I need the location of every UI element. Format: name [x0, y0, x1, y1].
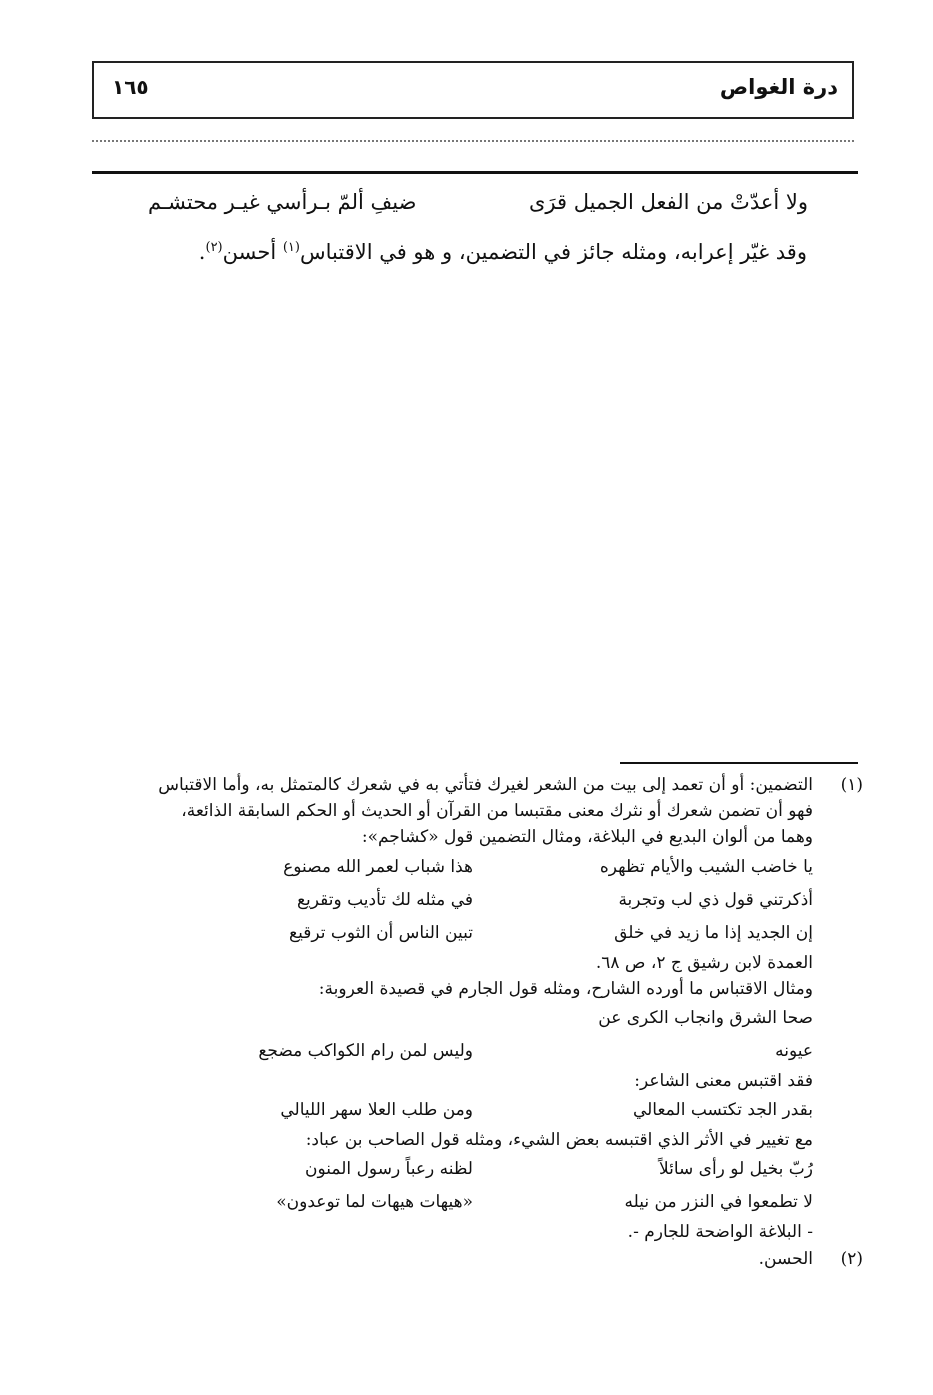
- verse-hemistich: «هيهات هيهات لما توعدون»: [276, 1192, 473, 1213]
- footnote-verse: [88, 1153, 863, 1186]
- footnote-2-line: [88, 1246, 863, 1272]
- footnote-1-line: [88, 772, 863, 798]
- verse-hemistich: ومن طلب العلا سهر الليالي: [280, 1100, 473, 1121]
- running-header: [92, 61, 854, 119]
- main-verse: [148, 190, 808, 230]
- footnote-separator: [620, 762, 858, 764]
- footnote-verse: [88, 851, 863, 884]
- footnote-verse: [88, 1002, 863, 1035]
- footnote-1-line: مع تغيير في الأثر الذي اقتبسه بعض الشيء، ومثله قول الصاحب بن عباد:: [305, 1130, 813, 1151]
- footnotes: [88, 772, 863, 1272]
- verse-hemistich: في مثله لك تأديب وتقريع: [296, 889, 473, 910]
- header-rule: [92, 171, 858, 174]
- book-title: درة الغواص: [719, 75, 838, 99]
- footnote-ref-1[interactable]: (١): [282, 240, 300, 255]
- source-citation: - البلاغة الواضحة للجارم -.: [627, 1222, 813, 1243]
- dotted-divider: [92, 140, 854, 142]
- footnote-verse: [88, 1094, 863, 1127]
- footnote-1-number: (١): [840, 775, 863, 795]
- verse-hemistich: يا خاضب الشيب والأيام تظهره: [599, 856, 813, 877]
- footnote-1-line: فقد اقتبس معنى الشاعر:: [634, 1070, 813, 1091]
- verse-hemistich: وليس لمن رام الكواكب مضجع: [258, 1040, 473, 1061]
- footnote-1-line: وهما من ألوان البديع في البلاغة، ومثال التضمين قول «كشاجم»:: [361, 827, 813, 848]
- main-paragraph: [199, 240, 807, 264]
- verse-hemistich: لظنه رعباً رسول المنون: [305, 1159, 473, 1180]
- footnote-verse: [88, 917, 863, 950]
- verse-hemistich: إن الجديد إذا ما زيد في خلق: [614, 922, 813, 943]
- verse-hemistich: بقدر الجد تكتسب المعالي: [632, 1100, 813, 1121]
- main-text-end: .: [198, 240, 206, 264]
- footnote-1-line: ومثال الاقتباس ما أورده الشارح، ومثله قول الجارم في قصيدة العروبة:: [318, 978, 813, 999]
- footnote-verse: [88, 884, 863, 917]
- main-text-word: أحسن: [222, 240, 283, 264]
- verse-hemistich: هذا شباب لعمر الله مصنوع: [283, 856, 473, 877]
- verse-hemistich: صحا الشرق وانجاب الكرى عن: [598, 1007, 813, 1028]
- footnote-2-text: الحسن.: [758, 1248, 813, 1269]
- source-citation: العمدة لابن رشيق ج ٢، ص ٦٨.: [595, 952, 813, 973]
- verse-hemistich: أذكرتني قول ذي لب وتجربة: [618, 889, 813, 910]
- verse-second-hemistich: ضيفِ ألمّ بـرأسي غيـر محتشـم: [148, 190, 417, 214]
- verse-first-hemistich: ولا أعدّتْ من الفعل الجميل قرَى: [528, 190, 808, 214]
- verse-hemistich: رُبّ بخيل لو رأى سائلاً: [658, 1159, 813, 1180]
- footnote-1-text: التضمين: أو أن تعمد إلى بيت من الشعر لغيرك فتأتي به في شعرك كالمتمثل به، وأما الاقتباس: [158, 775, 813, 795]
- verse-hemistich: لا تطمعوا في النزر من نيله: [624, 1192, 813, 1213]
- footnote-2-number: (٢): [840, 1248, 863, 1269]
- footnote-ref-2[interactable]: (٢): [205, 240, 223, 255]
- footnote-verse: [88, 1035, 863, 1068]
- footnote-1-line: فهو أن تضمن شعرك أو نثرك معنى مقتبسا من القرآن أو الحديث أو الحكم السابقة الذائعة،: [181, 801, 813, 822]
- verse-hemistich: عيونه: [775, 1040, 813, 1061]
- page-number: ١٦٥: [112, 75, 149, 99]
- verse-hemistich: تبين الناس أن الثوب ترقيع: [289, 922, 473, 943]
- main-text: وقد غيّر إعرابه، ومثله جائز في التضمين، و هو في الاقتباس: [299, 240, 807, 264]
- footnote-verse: [88, 1186, 863, 1219]
